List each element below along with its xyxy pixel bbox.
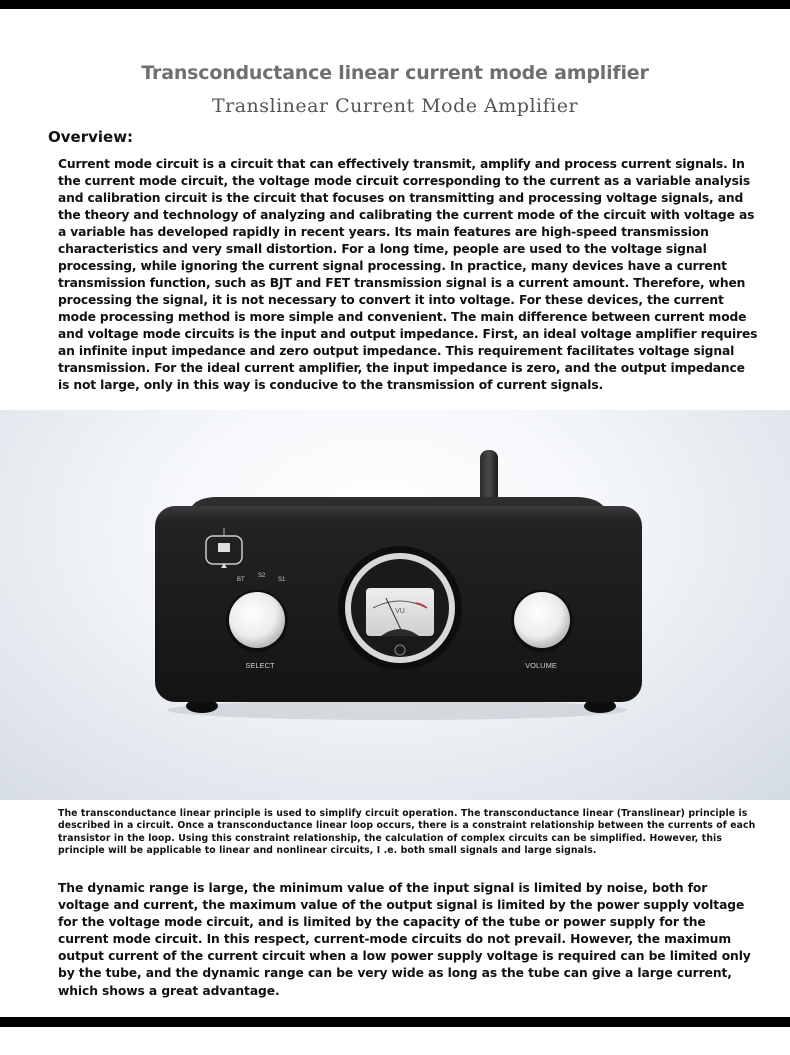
shadow [167, 700, 627, 720]
amplifier-illustration [0, 410, 790, 800]
select-label: SELECT [245, 661, 275, 670]
page-title: Transconductance linear current mode amplifier [141, 62, 649, 84]
dynamic-range-paragraph: The dynamic range is large, the minimum value of the input signal is limited by noise, both for voltage and current, the maximum value of the output signal is limited by the power supply voltage for the voltage mode circuit, and is limited by the capacity of the tube or power supply for the current mode circuit. In this respect, current-mode circuits do not prevail. However, the maximum output current of the current circuit when a low power supply voltage is required can be limited only by the tube, and the dynamic range can be very wide as long as the tube can give a large current, which shows a great advantage. [58, 881, 751, 998]
bottom-border-bar [0, 1017, 790, 1027]
select-knob[interactable] [229, 592, 285, 648]
product-photo [0, 410, 790, 800]
volume-label: VOLUME [525, 661, 557, 670]
page-subtitle: Translinear Current Mode Amplifier [211, 95, 579, 117]
top-border-bar [0, 0, 790, 9]
principle-paragraph: The transconductance linear principle is used to simplify circuit operation. The transconductance linear (Translinear) principle is described in a circuit. Once a transconductance linear loop occurs, there is a constraint relationship between the currents of each transistor in the loop. Using this constraint relationship, the calculation of complex circuits can be simplified. However, this principle will be applicable to linear and nonlinear circuits, I .e. both small signals and large signals. [58, 808, 756, 856]
input-label-s2: S2 [258, 573, 266, 579]
input-label-bt: BT [237, 577, 245, 583]
vu-label: VU [395, 608, 405, 615]
overview-heading: Overview: [48, 128, 134, 146]
overview-paragraph: Current mode circuit is a circuit that can effectively transmit, amplify and process current signals. In the current mode circuit, the voltage mode circuit corresponding to the current as a variable analysis and calibration circuit is the circuit that focuses on transmitting and processing voltage signals, and the theory and technology of analyzing and calibrating the current mode of the circuit with voltage as a variable has developed rapidly in recent years. Its main features are high-speed transmission characteristics and very small distortion. For a long time, people are used to the voltage signal processing, while ignoring the current signal processing. In practice, many devices have a current transmission function, such as BJT and FET transmission signal is a current amount. Therefore, when processing the signal, it is not necessary to convert it into voltage. For these devices, the current mode processing method is more simple and convenient. The main difference between current mode and voltage mode circuits is the input and output impedance. First, an ideal voltage amplifier requires an infinite input impedance and zero output impedance. This requirement facilitates voltage signal transmission. For the ideal current amplifier, the input impedance is zero, and the output impedance is not large, only in this way is conducive to the transmission of current signals. [58, 157, 758, 392]
volume-knob[interactable] [514, 592, 570, 648]
input-label-s1: S1 [278, 577, 286, 583]
